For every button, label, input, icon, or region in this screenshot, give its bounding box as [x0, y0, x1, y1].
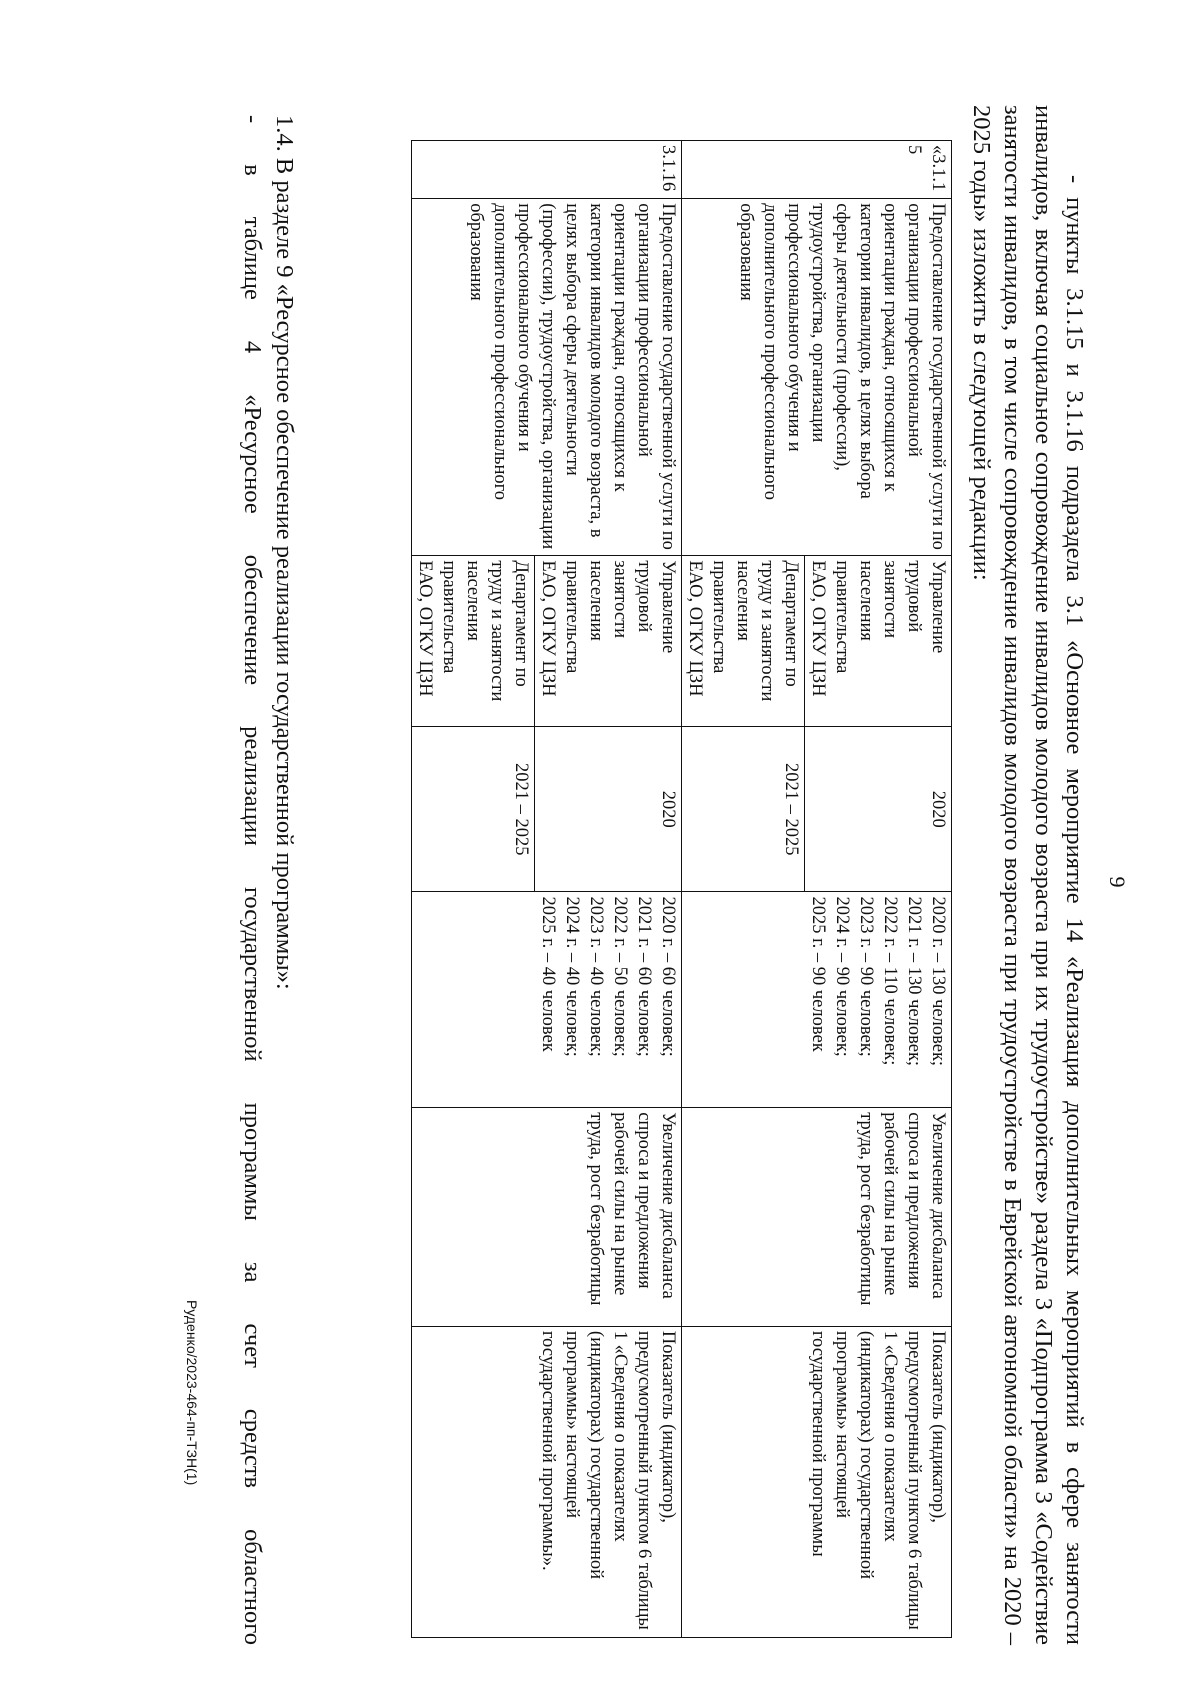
row-number: 3.1.16: [412, 141, 682, 199]
executor-line: населения: [733, 560, 753, 641]
executor-line: ЕАО, ОГКУ ЦЗН: [415, 560, 435, 697]
outro-section: [236, 105, 300, 1645]
result-line: 2025 г. – 40 человек: [538, 896, 558, 1052]
executor-line: ЕАО, ОГКУ ЦЗН: [685, 560, 705, 697]
result-line: 2024 г. – 40 человек;: [562, 896, 582, 1057]
executor-line: трудовой: [904, 560, 924, 633]
result-line: 2022 г. – 110 человек;: [880, 896, 900, 1066]
executor-line: правительства: [439, 560, 459, 674]
result-line: 2020 г. – 130 человек;: [928, 896, 948, 1067]
executor-line: ЕАО, ОГКУ ЦЗН: [538, 560, 558, 697]
result-line: 2023 г. – 40 человек;: [586, 896, 606, 1057]
executor-line: труду и занятости: [757, 560, 777, 702]
executor-line: правительства: [709, 560, 729, 674]
page-number: 9: [1105, 876, 1130, 888]
executor-line: населения: [463, 560, 483, 641]
executor-line: правительства: [832, 560, 852, 674]
effect-cell: Увеличение дисбаланса спроса и предложения рабочей силы на рынке труда, рост безработицы: [412, 1108, 682, 1327]
table-row: [535, 141, 682, 1638]
executor-line: Департамент по: [781, 560, 801, 687]
executor-line: занятости: [610, 560, 630, 639]
executor-line: занятости: [880, 560, 900, 639]
result-line: 2023 г. – 90 человек;: [856, 896, 876, 1057]
executor-cell: [682, 556, 805, 727]
result-line: 2024 г. – 90 человек;: [832, 896, 852, 1057]
result-line: 2025 г. – 90 человек: [808, 896, 828, 1052]
indicator-cell: Показатель (индикатор), предусмотренный пунктом 6 таблицы 1 «Сведения о показателях (индикаторах) государственной программы» настоящей государственной программы».: [412, 1326, 682, 1637]
row-number: «3.1.15: [682, 141, 952, 199]
result-line: 2020 г. – 60 человек;: [658, 896, 678, 1057]
table-reference-text: - в таблице 4 «Ресурсное обеспечение реализации государственной программы за счет средств областного: [239, 115, 266, 1645]
document-code: Руденко/2023-464-пп-ТЗН(1): [184, 1300, 200, 1486]
year-cell: 2021 – 2025: [682, 726, 805, 892]
executor-line: Департамент по: [511, 560, 531, 687]
executor-cell: [805, 556, 952, 727]
executor-cell: [535, 556, 682, 727]
executor-line: правительства: [562, 560, 582, 674]
measures-table: [411, 140, 952, 1638]
result-line: 2021 г. – 60 человек;: [634, 896, 654, 1057]
executor-line: трудовой: [634, 560, 654, 633]
result-cell: [412, 892, 682, 1108]
intro-text: - пункты 3.1.15 и 3.1.16 подраздела 3.1 «Основное мероприятие 14 «Реализация дополнительных мероприятий в сфере занятости инвалидов, включая социальное сопровождение инвалидов молодого возраста при их трудоустройстве» раздела 3 «Подпрограмма 3 «Содействие занятости инвалидов, в том числе сопровождение инвалидов молодого возраста при трудоустройстве в Еврейской автономной области» на 2020 – 2025 годы» изложить в следующей редакции:: [968, 105, 1088, 1645]
executor-line: Управление: [658, 560, 678, 654]
intro-paragraph: [966, 105, 1090, 1645]
table-row: [805, 141, 952, 1638]
executor-line: населения: [856, 560, 876, 641]
executor-line: труду и занятости: [487, 560, 507, 702]
activity-cell: Предоставление государственной услуги по организации профессиональной ориентации граждан, относящихся к категории инвалидов, в целях выбора сферы деятельности (профессии), трудоустройства, организации профессионального обучения и дополнительного профессионального образования: [682, 199, 952, 556]
result-line: 2022 г. – 50 человек;: [610, 896, 630, 1057]
section-heading: 1.4. В разделе 9 «Ресурсное обеспечение реализации государственной программы»:: [271, 115, 298, 990]
result-line: 2021 г. – 130 человек;: [904, 896, 924, 1067]
indicator-cell: Показатель (индикатор), предусмотренный пунктом 6 таблицы 1 «Сведения о показателях (индикаторах) государственной программы» настоящей государственной программы: [682, 1326, 952, 1637]
year-cell: 2020: [535, 726, 682, 892]
executor-line: ЕАО, ОГКУ ЦЗН: [808, 560, 828, 697]
executor-line: населения: [586, 560, 606, 641]
year-cell: 2021 – 2025: [412, 726, 535, 892]
result-cell: [682, 892, 952, 1108]
executor-cell: [412, 556, 535, 727]
rotated-page-content: [180, 95, 1130, 1655]
effect-cell: Увеличение дисбаланса спроса и предложения рабочей силы на рынке труда, рост безработицы: [682, 1108, 952, 1327]
activity-cell: Предоставление государственной услуги по организации профессиональной ориентации граждан, относящихся к категории инвалидов молодого возраста, в целях выбора сферы деятельности (профессии), трудоустройства, организации профессионального обучения и дополнительного профессионального образования: [412, 199, 682, 556]
executor-line: Управление: [928, 560, 948, 654]
year-cell: 2020: [805, 726, 952, 892]
